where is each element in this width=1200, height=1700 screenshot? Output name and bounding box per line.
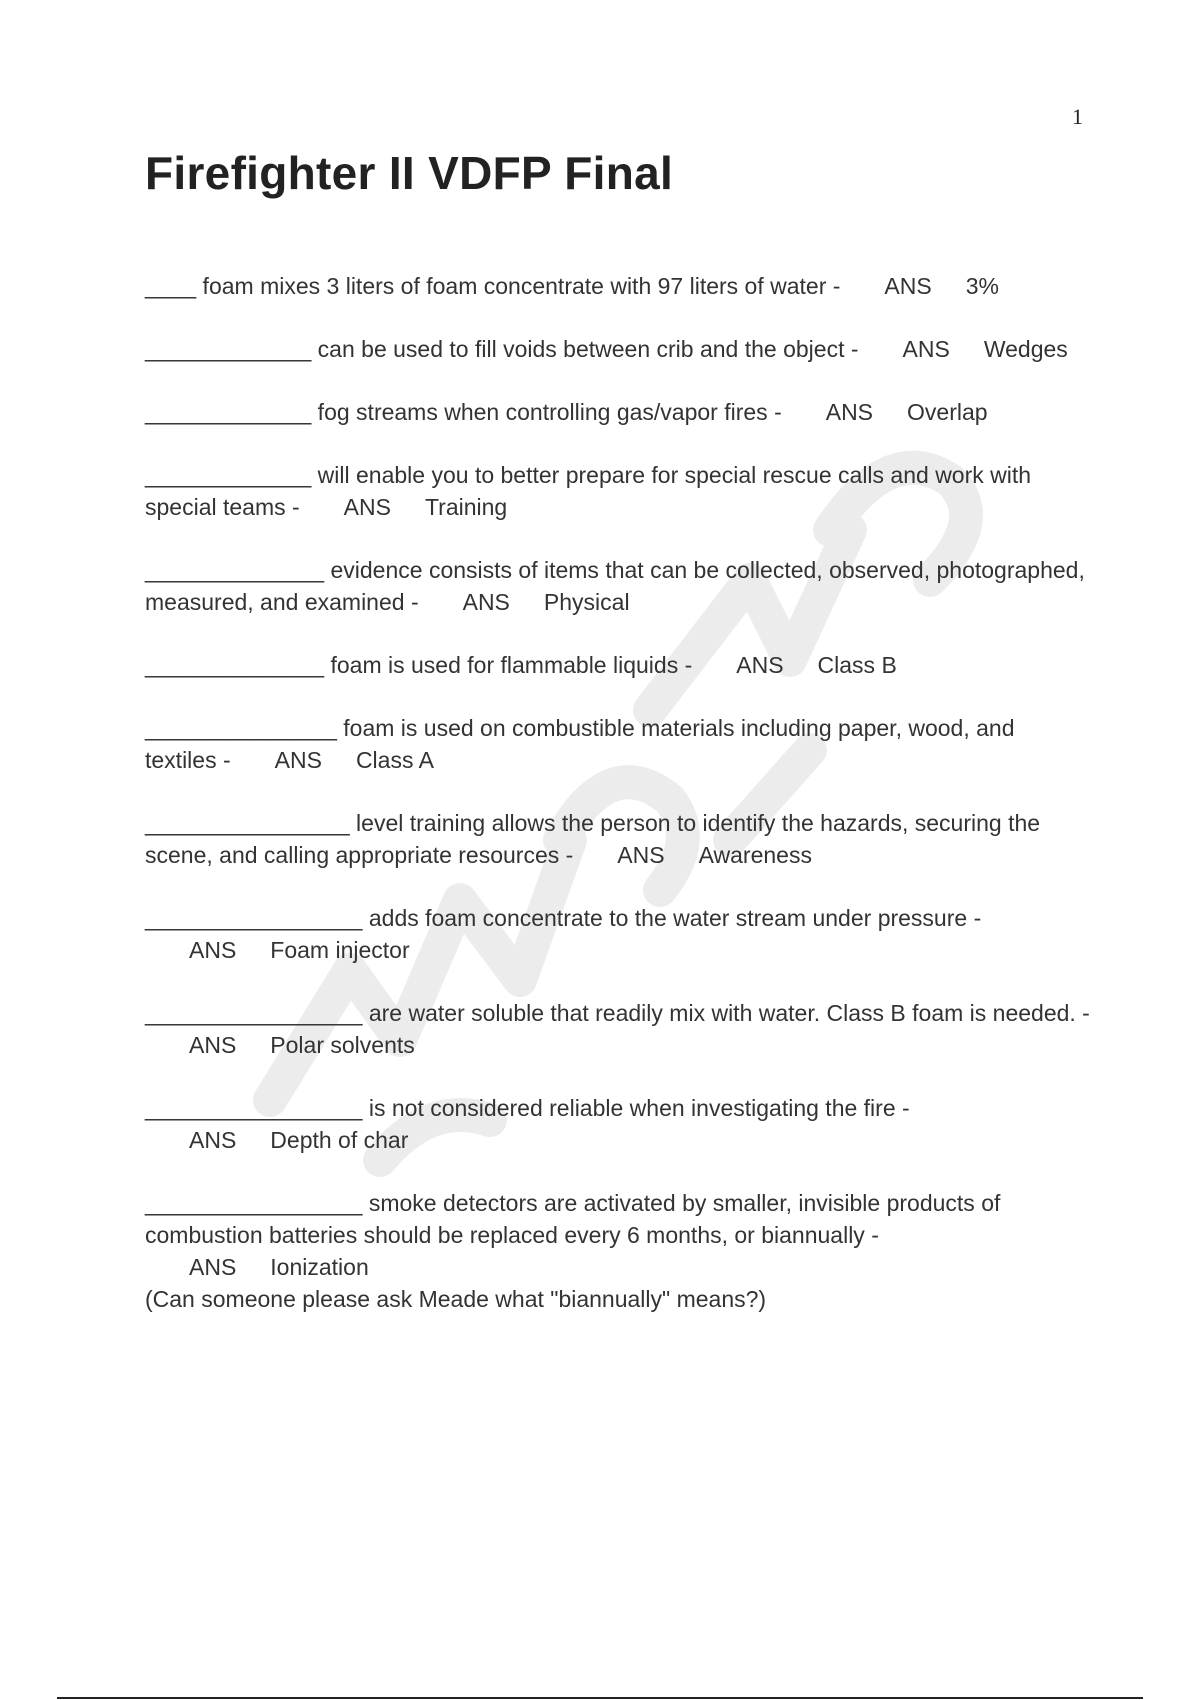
answer-text: Awareness <box>698 842 812 868</box>
question-text: smoke detectors are activated by smaller, invisible products of combustion batteries should be replaced every 6 months, or biannually - <box>145 1190 1001 1248</box>
question-blank: ____ <box>145 273 197 299</box>
answer-label: ANS <box>274 747 322 773</box>
answer-label: ANS <box>343 494 391 520</box>
question-item <box>145 554 1090 618</box>
question-item <box>145 649 1090 681</box>
answer-text: 3% <box>965 273 999 299</box>
page-number: 1 <box>1072 104 1083 129</box>
question-blank: ______________ <box>145 557 325 583</box>
question-item <box>145 333 1090 365</box>
question-item <box>145 1187 1090 1315</box>
question-item <box>145 270 1090 302</box>
page-title: Firefighter II VDFP Final <box>145 147 674 199</box>
answer-text: Wedges <box>983 336 1068 362</box>
answer-label: ANS <box>189 1127 237 1153</box>
answer-text: Physical <box>543 589 630 615</box>
question-text: is not considered reliable when investigating the fire - <box>362 1095 910 1121</box>
question-text: can be used to fill voids between crib and the object - <box>311 336 859 362</box>
answer-label: ANS <box>189 1032 237 1058</box>
question-text: foam is used for flammable liquids - <box>324 652 693 678</box>
question-item <box>145 997 1090 1061</box>
answer-text: Ionization <box>270 1254 369 1280</box>
question-item <box>145 396 1090 428</box>
answer-label: ANS <box>189 937 237 963</box>
question-blank: ________________ <box>145 810 350 836</box>
question-blank: _________________ <box>145 905 363 931</box>
answer-text: Overlap <box>907 399 988 425</box>
question-text: foam mixes 3 liters of foam concentrate with 97 liters of water - <box>196 273 841 299</box>
question-note: (Can someone please ask Meade what "biannually" means?) <box>145 1286 767 1312</box>
question-item <box>145 807 1090 871</box>
question-list <box>145 270 1090 1346</box>
question-blank: _____________ <box>145 336 312 362</box>
question-blank: _________________ <box>145 1000 363 1026</box>
footer-rule <box>57 1697 1143 1699</box>
answer-label: ANS <box>825 399 874 425</box>
question-text: evidence consists of items that can be collected, observed, photographed, measured, and examined - <box>145 557 1085 615</box>
answer-text: Training <box>424 494 508 520</box>
question-text: level training allows the person to identify the hazards, securing the scene, and calling appropriate resources - <box>145 810 1041 868</box>
answer-text: Class B <box>817 652 897 678</box>
question-item <box>145 1092 1090 1156</box>
question-text: adds foam concentrate to the water stream under pressure - <box>362 905 982 931</box>
question-item <box>145 902 1090 966</box>
answer-label: ANS <box>902 336 950 362</box>
question-blank: _____________ <box>145 399 312 425</box>
answer-text: Foam injector <box>270 937 410 963</box>
question-blank: _______________ <box>145 715 337 741</box>
question-text: are water soluble that readily mix with water. Class B foam is needed. - <box>362 1000 1090 1026</box>
answer-label: ANS <box>884 273 932 299</box>
answer-text: Class A <box>355 747 434 773</box>
answer-label: ANS <box>189 1254 237 1280</box>
question-blank: ______________ <box>145 652 325 678</box>
question-blank: _________________ <box>145 1190 363 1216</box>
answer-label: ANS <box>462 589 510 615</box>
answer-text: Depth of char <box>270 1127 409 1153</box>
answer-text: Polar solvents <box>270 1032 415 1058</box>
question-blank: _____________ <box>145 462 312 488</box>
question-item <box>145 712 1090 776</box>
answer-label: ANS <box>736 652 784 678</box>
question-text: fog streams when controlling gas/vapor fires - <box>311 399 782 425</box>
question-blank: _________________ <box>145 1095 363 1121</box>
question-text: will enable you to better prepare for special rescue calls and work with special teams - <box>145 462 1032 520</box>
question-text: foam is used on combustible materials including paper, wood, and textiles - <box>145 715 1015 773</box>
answer-label: ANS <box>617 842 665 868</box>
question-item <box>145 459 1090 523</box>
